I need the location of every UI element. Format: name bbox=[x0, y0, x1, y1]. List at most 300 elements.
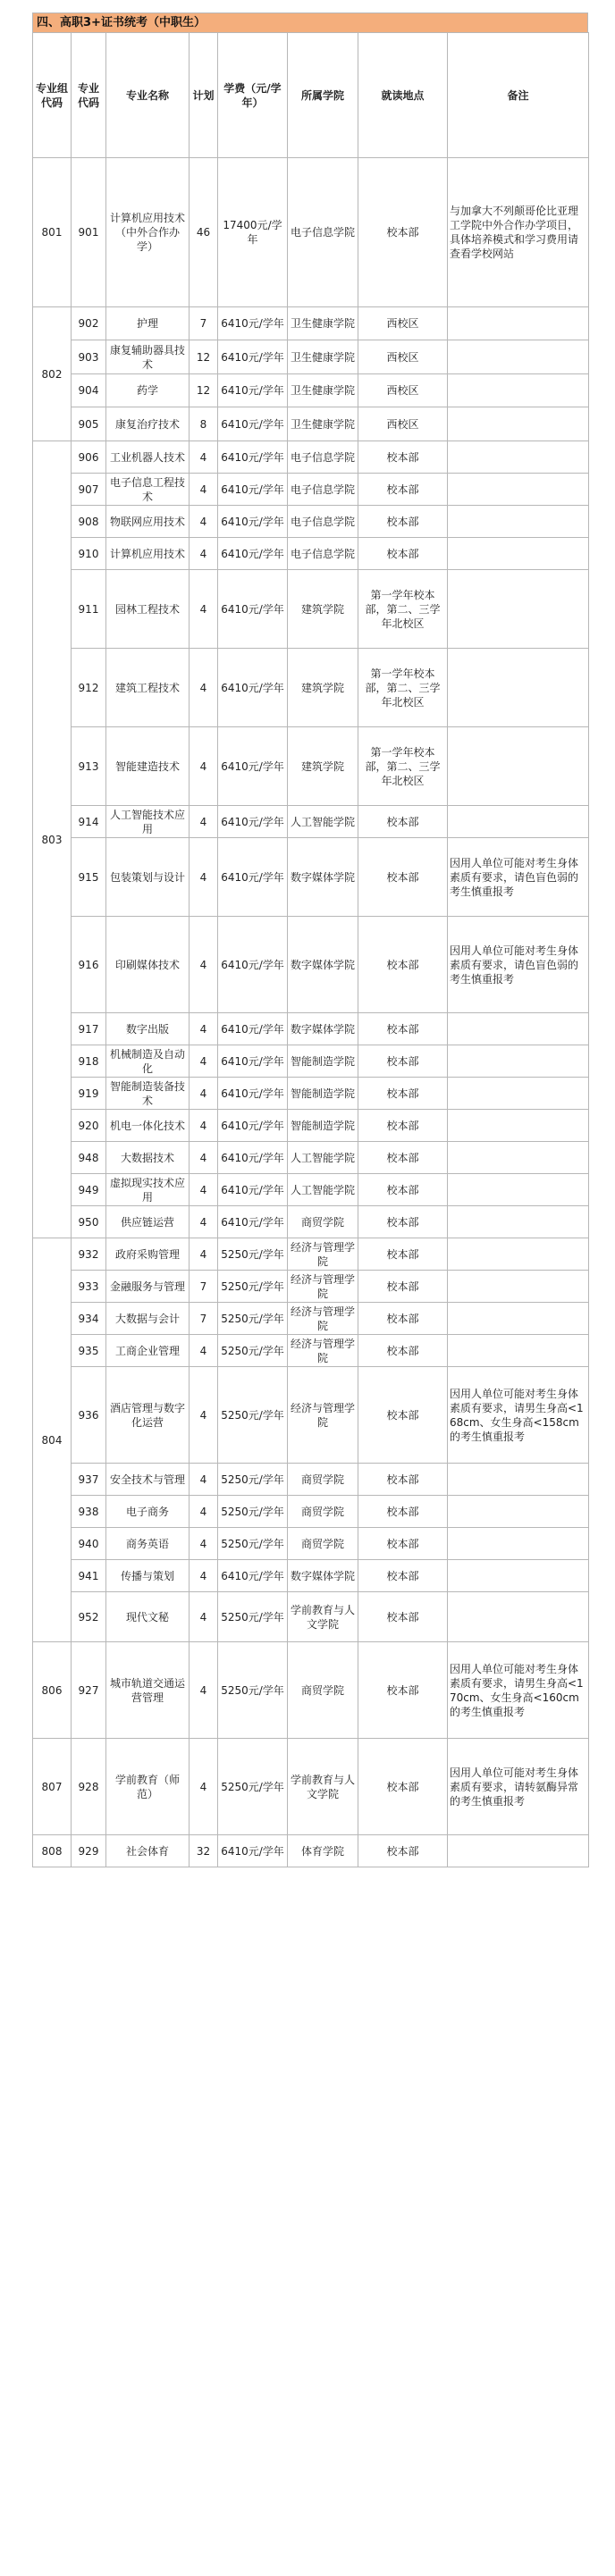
plan-cell: 4 bbox=[190, 474, 218, 506]
major-code-cell: 949 bbox=[72, 1174, 106, 1206]
fee-cell: 6410元/学年 bbox=[218, 1110, 288, 1142]
fee-cell: 5250元/学年 bbox=[218, 1739, 288, 1835]
major-code-cell: 928 bbox=[72, 1739, 106, 1835]
college-cell: 电子信息学院 bbox=[288, 441, 358, 474]
fee-cell: 5250元/学年 bbox=[218, 1496, 288, 1528]
plan-cell: 4 bbox=[190, 441, 218, 474]
note-cell bbox=[448, 1142, 589, 1174]
location-cell: 校本部 bbox=[358, 538, 448, 570]
table-row bbox=[33, 1142, 589, 1174]
college-cell: 经济与管理学院 bbox=[288, 1367, 358, 1464]
plan-cell: 4 bbox=[190, 1206, 218, 1238]
plan-cell: 4 bbox=[190, 1739, 218, 1835]
note-cell bbox=[448, 506, 589, 538]
college-cell: 卫生健康学院 bbox=[288, 307, 358, 340]
note-cell: 因用人单位可能对考生身体素质有要求，请色盲色弱的考生慎重报考 bbox=[448, 917, 589, 1013]
table-row bbox=[33, 1206, 589, 1238]
major-name-cell: 学前教育（师范） bbox=[106, 1739, 190, 1835]
major-name-cell: 电子商务 bbox=[106, 1496, 190, 1528]
plan-cell: 4 bbox=[190, 1110, 218, 1142]
major-code-cell: 905 bbox=[72, 407, 106, 441]
note-cell: 因用人单位可能对考生身体素质有要求，请男生身高<168cm、女生身高<158cm的考生慎重报考 bbox=[448, 1367, 589, 1464]
college-cell: 数字媒体学院 bbox=[288, 838, 358, 917]
location-cell: 校本部 bbox=[358, 1045, 448, 1078]
major-code-cell: 933 bbox=[72, 1271, 106, 1303]
note-cell bbox=[448, 1592, 589, 1642]
note-cell bbox=[448, 1496, 589, 1528]
group-code-cell: 803 bbox=[33, 441, 72, 1238]
plan-cell: 4 bbox=[190, 1238, 218, 1271]
major-name-cell: 酒店管理与数字化运营 bbox=[106, 1367, 190, 1464]
fee-cell: 6410元/学年 bbox=[218, 407, 288, 441]
major-name-cell: 大数据技术 bbox=[106, 1142, 190, 1174]
fee-cell: 6410元/学年 bbox=[218, 1013, 288, 1045]
header-group-code: 专业组代码 bbox=[33, 33, 72, 158]
college-cell: 电子信息学院 bbox=[288, 538, 358, 570]
page-container bbox=[32, 13, 588, 1867]
fee-cell: 6410元/学年 bbox=[218, 474, 288, 506]
header-plan: 计划 bbox=[190, 33, 218, 158]
fee-cell: 5250元/学年 bbox=[218, 1464, 288, 1496]
header-major-code: 专业代码 bbox=[72, 33, 106, 158]
plan-cell: 4 bbox=[190, 806, 218, 838]
major-code-cell: 952 bbox=[72, 1592, 106, 1642]
major-name-cell: 机电一体化技术 bbox=[106, 1110, 190, 1142]
location-cell: 校本部 bbox=[358, 1238, 448, 1271]
major-code-cell: 911 bbox=[72, 570, 106, 649]
plan-cell: 12 bbox=[190, 374, 218, 407]
plan-cell: 7 bbox=[190, 1271, 218, 1303]
major-name-cell: 物联网应用技术 bbox=[106, 506, 190, 538]
college-cell: 数字媒体学院 bbox=[288, 1560, 358, 1592]
note-cell bbox=[448, 1045, 589, 1078]
major-name-cell: 护理 bbox=[106, 307, 190, 340]
major-name-cell: 政府采购管理 bbox=[106, 1238, 190, 1271]
plan-cell: 8 bbox=[190, 407, 218, 441]
fee-cell: 6410元/学年 bbox=[218, 917, 288, 1013]
major-name-cell: 城市轨道交通运营管理 bbox=[106, 1642, 190, 1739]
note-cell bbox=[448, 1110, 589, 1142]
fee-cell: 6410元/学年 bbox=[218, 307, 288, 340]
fee-cell: 5250元/学年 bbox=[218, 1271, 288, 1303]
note-cell bbox=[448, 570, 589, 649]
note-cell bbox=[448, 1271, 589, 1303]
major-name-cell: 电子信息工程技术 bbox=[106, 474, 190, 506]
note-cell: 因用人单位可能对考生身体素质有要求，请转氨酶异常的考生慎重报考 bbox=[448, 1739, 589, 1835]
plan-cell: 4 bbox=[190, 1335, 218, 1367]
college-cell: 商贸学院 bbox=[288, 1528, 358, 1560]
college-cell: 商贸学院 bbox=[288, 1496, 358, 1528]
table-row bbox=[33, 917, 589, 1013]
major-name-cell: 工商企业管理 bbox=[106, 1335, 190, 1367]
major-name-cell: 金融服务与管理 bbox=[106, 1271, 190, 1303]
fee-cell: 6410元/学年 bbox=[218, 441, 288, 474]
major-name-cell: 建筑工程技术 bbox=[106, 649, 190, 727]
college-cell: 经济与管理学院 bbox=[288, 1238, 358, 1271]
location-cell: 校本部 bbox=[358, 1335, 448, 1367]
table-row bbox=[33, 1496, 589, 1528]
note-cell: 与加拿大不列颠哥伦比亚理工学院中外合作办学项目，具体培养模式和学习费用请查看学校网站 bbox=[448, 158, 589, 307]
table-row bbox=[33, 538, 589, 570]
plan-cell: 4 bbox=[190, 1464, 218, 1496]
college-cell: 电子信息学院 bbox=[288, 158, 358, 307]
table-row bbox=[33, 1560, 589, 1592]
note-cell: 因用人单位可能对考生身体素质有要求，请色盲色弱的考生慎重报考 bbox=[448, 838, 589, 917]
college-cell: 商贸学院 bbox=[288, 1464, 358, 1496]
table-row bbox=[33, 374, 589, 407]
major-code-cell: 935 bbox=[72, 1335, 106, 1367]
table-row bbox=[33, 1303, 589, 1335]
college-cell: 体育学院 bbox=[288, 1835, 358, 1867]
fee-cell: 6410元/学年 bbox=[218, 1142, 288, 1174]
fee-cell: 5250元/学年 bbox=[218, 1642, 288, 1739]
major-name-cell: 康复治疗技术 bbox=[106, 407, 190, 441]
major-code-cell: 936 bbox=[72, 1367, 106, 1464]
group-code-cell: 804 bbox=[33, 1238, 72, 1642]
table-row bbox=[33, 1271, 589, 1303]
table-body bbox=[33, 158, 589, 1867]
location-cell: 校本部 bbox=[358, 1110, 448, 1142]
note-cell bbox=[448, 1206, 589, 1238]
location-cell: 校本部 bbox=[358, 1835, 448, 1867]
college-cell: 经济与管理学院 bbox=[288, 1335, 358, 1367]
table-row bbox=[33, 1174, 589, 1206]
college-cell: 商贸学院 bbox=[288, 1206, 358, 1238]
note-cell bbox=[448, 649, 589, 727]
header-row bbox=[33, 33, 589, 158]
plan-cell: 4 bbox=[190, 917, 218, 1013]
table-row bbox=[33, 1110, 589, 1142]
location-cell: 校本部 bbox=[358, 1528, 448, 1560]
major-code-cell: 912 bbox=[72, 649, 106, 727]
location-cell: 校本部 bbox=[358, 158, 448, 307]
major-code-cell: 917 bbox=[72, 1013, 106, 1045]
college-cell: 数字媒体学院 bbox=[288, 1013, 358, 1045]
table-row bbox=[33, 1642, 589, 1739]
plan-cell: 4 bbox=[190, 1560, 218, 1592]
fee-cell: 6410元/学年 bbox=[218, 1560, 288, 1592]
major-name-cell: 现代文秘 bbox=[106, 1592, 190, 1642]
location-cell: 校本部 bbox=[358, 917, 448, 1013]
major-name-cell: 包装策划与设计 bbox=[106, 838, 190, 917]
table-row bbox=[33, 1078, 589, 1110]
header-fee: 学费（元/学年） bbox=[218, 33, 288, 158]
location-cell: 西校区 bbox=[358, 307, 448, 340]
college-cell: 人工智能学院 bbox=[288, 1174, 358, 1206]
plan-cell: 4 bbox=[190, 506, 218, 538]
fee-cell: 6410元/学年 bbox=[218, 506, 288, 538]
fee-cell: 5250元/学年 bbox=[218, 1528, 288, 1560]
plan-cell: 32 bbox=[190, 1835, 218, 1867]
plan-cell: 4 bbox=[190, 649, 218, 727]
group-code-cell: 806 bbox=[33, 1642, 72, 1739]
major-name-cell: 智能建造技术 bbox=[106, 727, 190, 806]
major-name-cell: 供应链运营 bbox=[106, 1206, 190, 1238]
college-cell: 商贸学院 bbox=[288, 1642, 358, 1739]
table-row bbox=[33, 1013, 589, 1045]
fee-cell: 6410元/学年 bbox=[218, 838, 288, 917]
location-cell: 校本部 bbox=[358, 441, 448, 474]
table-row bbox=[33, 441, 589, 474]
college-cell: 电子信息学院 bbox=[288, 506, 358, 538]
major-code-cell: 910 bbox=[72, 538, 106, 570]
fee-cell: 5250元/学年 bbox=[218, 1335, 288, 1367]
major-code-cell: 929 bbox=[72, 1835, 106, 1867]
major-code-cell: 940 bbox=[72, 1528, 106, 1560]
table-row bbox=[33, 570, 589, 649]
major-code-cell: 913 bbox=[72, 727, 106, 806]
note-cell bbox=[448, 806, 589, 838]
location-cell: 第一学年校本部，第二、三学年北校区 bbox=[358, 727, 448, 806]
group-code-cell: 801 bbox=[33, 158, 72, 307]
location-cell: 校本部 bbox=[358, 806, 448, 838]
note-cell bbox=[448, 407, 589, 441]
table-row bbox=[33, 307, 589, 340]
group-code-cell: 802 bbox=[33, 307, 72, 441]
major-code-cell: 903 bbox=[72, 340, 106, 374]
fee-cell: 17400元/学年 bbox=[218, 158, 288, 307]
note-cell bbox=[448, 1013, 589, 1045]
college-cell: 人工智能学院 bbox=[288, 1142, 358, 1174]
college-cell: 学前教育与人文学院 bbox=[288, 1739, 358, 1835]
college-cell: 建筑学院 bbox=[288, 727, 358, 806]
fee-cell: 6410元/学年 bbox=[218, 1174, 288, 1206]
major-code-cell: 948 bbox=[72, 1142, 106, 1174]
major-code-cell: 902 bbox=[72, 307, 106, 340]
plan-cell: 7 bbox=[190, 1303, 218, 1335]
college-cell: 卫生健康学院 bbox=[288, 407, 358, 441]
fee-cell: 6410元/学年 bbox=[218, 340, 288, 374]
major-code-cell: 916 bbox=[72, 917, 106, 1013]
plan-cell: 4 bbox=[190, 538, 218, 570]
major-name-cell: 大数据与会计 bbox=[106, 1303, 190, 1335]
plan-cell: 4 bbox=[190, 1642, 218, 1739]
table-row bbox=[33, 649, 589, 727]
major-name-cell: 传播与策划 bbox=[106, 1560, 190, 1592]
fee-cell: 6410元/学年 bbox=[218, 1206, 288, 1238]
header-note: 备注 bbox=[448, 33, 589, 158]
location-cell: 校本部 bbox=[358, 1271, 448, 1303]
major-code-cell: 938 bbox=[72, 1496, 106, 1528]
location-cell: 校本部 bbox=[358, 1592, 448, 1642]
admission-plan-table bbox=[32, 32, 589, 1867]
note-cell bbox=[448, 1078, 589, 1110]
location-cell: 校本部 bbox=[358, 506, 448, 538]
fee-cell: 6410元/学年 bbox=[218, 538, 288, 570]
location-cell: 校本部 bbox=[358, 1739, 448, 1835]
major-name-cell: 商务英语 bbox=[106, 1528, 190, 1560]
college-cell: 智能制造学院 bbox=[288, 1110, 358, 1142]
plan-cell: 4 bbox=[190, 1045, 218, 1078]
major-name-cell: 印刷媒体技术 bbox=[106, 917, 190, 1013]
major-name-cell: 智能制造装备技术 bbox=[106, 1078, 190, 1110]
college-cell: 学前教育与人文学院 bbox=[288, 1592, 358, 1642]
note-cell bbox=[448, 1238, 589, 1271]
college-cell: 智能制造学院 bbox=[288, 1078, 358, 1110]
note-cell: 因用人单位可能对考生身体素质有要求，请男生身高<170cm、女生身高<160cm的考生慎重报考 bbox=[448, 1642, 589, 1739]
location-cell: 校本部 bbox=[358, 1174, 448, 1206]
plan-cell: 4 bbox=[190, 570, 218, 649]
note-cell bbox=[448, 1464, 589, 1496]
major-name-cell: 计算机应用技术 bbox=[106, 538, 190, 570]
fee-cell: 6410元/学年 bbox=[218, 570, 288, 649]
header-college: 所属学院 bbox=[288, 33, 358, 158]
major-name-cell: 虚拟现实技术应用 bbox=[106, 1174, 190, 1206]
table-row bbox=[33, 506, 589, 538]
location-cell: 西校区 bbox=[358, 407, 448, 441]
note-cell bbox=[448, 1528, 589, 1560]
table-row bbox=[33, 1835, 589, 1867]
plan-cell: 4 bbox=[190, 1496, 218, 1528]
major-code-cell: 950 bbox=[72, 1206, 106, 1238]
college-cell: 经济与管理学院 bbox=[288, 1303, 358, 1335]
major-name-cell: 计算机应用技术（中外合作办学） bbox=[106, 158, 190, 307]
plan-cell: 4 bbox=[190, 1013, 218, 1045]
major-code-cell: 932 bbox=[72, 1238, 106, 1271]
college-cell: 卫生健康学院 bbox=[288, 340, 358, 374]
table-row bbox=[33, 474, 589, 506]
college-cell: 卫生健康学院 bbox=[288, 374, 358, 407]
plan-cell: 4 bbox=[190, 1367, 218, 1464]
plan-cell: 12 bbox=[190, 340, 218, 374]
table-row bbox=[33, 1367, 589, 1464]
college-cell: 数字媒体学院 bbox=[288, 917, 358, 1013]
fee-cell: 6410元/学年 bbox=[218, 374, 288, 407]
major-name-cell: 人工智能技术应用 bbox=[106, 806, 190, 838]
table-row bbox=[33, 1464, 589, 1496]
location-cell: 校本部 bbox=[358, 1464, 448, 1496]
location-cell: 校本部 bbox=[358, 1303, 448, 1335]
note-cell bbox=[448, 1560, 589, 1592]
college-cell: 建筑学院 bbox=[288, 649, 358, 727]
plan-cell: 46 bbox=[190, 158, 218, 307]
location-cell: 校本部 bbox=[358, 474, 448, 506]
table-row bbox=[33, 806, 589, 838]
note-cell bbox=[448, 340, 589, 374]
section-title: 四、高职3+证书统考（中职生） bbox=[32, 13, 588, 32]
plan-cell: 4 bbox=[190, 1592, 218, 1642]
table-row bbox=[33, 1739, 589, 1835]
major-code-cell: 906 bbox=[72, 441, 106, 474]
major-name-cell: 数字出版 bbox=[106, 1013, 190, 1045]
major-code-cell: 937 bbox=[72, 1464, 106, 1496]
major-code-cell: 915 bbox=[72, 838, 106, 917]
major-code-cell: 901 bbox=[72, 158, 106, 307]
plan-cell: 4 bbox=[190, 1528, 218, 1560]
major-name-cell: 机械制造及自动化 bbox=[106, 1045, 190, 1078]
group-code-cell: 807 bbox=[33, 1739, 72, 1835]
location-cell: 校本部 bbox=[358, 1013, 448, 1045]
major-code-cell: 934 bbox=[72, 1303, 106, 1335]
table-row bbox=[33, 340, 589, 374]
table-row bbox=[33, 407, 589, 441]
location-cell: 校本部 bbox=[358, 1496, 448, 1528]
major-code-cell: 920 bbox=[72, 1110, 106, 1142]
note-cell bbox=[448, 538, 589, 570]
location-cell: 校本部 bbox=[358, 1367, 448, 1464]
location-cell: 西校区 bbox=[358, 340, 448, 374]
location-cell: 校本部 bbox=[358, 1560, 448, 1592]
major-name-cell: 安全技术与管理 bbox=[106, 1464, 190, 1496]
table-row bbox=[33, 1592, 589, 1642]
location-cell: 校本部 bbox=[358, 838, 448, 917]
major-name-cell: 园林工程技术 bbox=[106, 570, 190, 649]
major-code-cell: 908 bbox=[72, 506, 106, 538]
major-code-cell: 914 bbox=[72, 806, 106, 838]
plan-cell: 4 bbox=[190, 1078, 218, 1110]
location-cell: 西校区 bbox=[358, 374, 448, 407]
note-cell bbox=[448, 1174, 589, 1206]
major-name-cell: 药学 bbox=[106, 374, 190, 407]
header-location: 就读地点 bbox=[358, 33, 448, 158]
table-row bbox=[33, 838, 589, 917]
major-code-cell: 927 bbox=[72, 1642, 106, 1739]
major-code-cell: 941 bbox=[72, 1560, 106, 1592]
note-cell bbox=[448, 1335, 589, 1367]
note-cell bbox=[448, 307, 589, 340]
college-cell: 电子信息学院 bbox=[288, 474, 358, 506]
fee-cell: 5250元/学年 bbox=[218, 1303, 288, 1335]
fee-cell: 6410元/学年 bbox=[218, 649, 288, 727]
location-cell: 校本部 bbox=[358, 1642, 448, 1739]
fee-cell: 6410元/学年 bbox=[218, 1078, 288, 1110]
plan-cell: 4 bbox=[190, 838, 218, 917]
fee-cell: 5250元/学年 bbox=[218, 1238, 288, 1271]
plan-cell: 4 bbox=[190, 727, 218, 806]
table-row bbox=[33, 727, 589, 806]
table-row bbox=[33, 1238, 589, 1271]
table-row bbox=[33, 158, 589, 307]
fee-cell: 6410元/学年 bbox=[218, 727, 288, 806]
fee-cell: 6410元/学年 bbox=[218, 1835, 288, 1867]
location-cell: 第一学年校本部，第二、三学年北校区 bbox=[358, 649, 448, 727]
location-cell: 校本部 bbox=[358, 1142, 448, 1174]
location-cell: 校本部 bbox=[358, 1206, 448, 1238]
location-cell: 第一学年校本部，第二、三学年北校区 bbox=[358, 570, 448, 649]
major-name-cell: 社会体育 bbox=[106, 1835, 190, 1867]
major-name-cell: 工业机器人技术 bbox=[106, 441, 190, 474]
table-row bbox=[33, 1335, 589, 1367]
note-cell bbox=[448, 1835, 589, 1867]
college-cell: 建筑学院 bbox=[288, 570, 358, 649]
plan-cell: 7 bbox=[190, 307, 218, 340]
major-code-cell: 904 bbox=[72, 374, 106, 407]
major-code-cell: 919 bbox=[72, 1078, 106, 1110]
plan-cell: 4 bbox=[190, 1142, 218, 1174]
major-code-cell: 918 bbox=[72, 1045, 106, 1078]
note-cell bbox=[448, 727, 589, 806]
note-cell bbox=[448, 1303, 589, 1335]
fee-cell: 5250元/学年 bbox=[218, 1367, 288, 1464]
note-cell bbox=[448, 441, 589, 474]
fee-cell: 5250元/学年 bbox=[218, 1592, 288, 1642]
college-cell: 经济与管理学院 bbox=[288, 1271, 358, 1303]
group-code-cell: 808 bbox=[33, 1835, 72, 1867]
note-cell bbox=[448, 474, 589, 506]
college-cell: 智能制造学院 bbox=[288, 1045, 358, 1078]
fee-cell: 6410元/学年 bbox=[218, 806, 288, 838]
major-code-cell: 907 bbox=[72, 474, 106, 506]
table-row bbox=[33, 1045, 589, 1078]
table-row bbox=[33, 1528, 589, 1560]
fee-cell: 6410元/学年 bbox=[218, 1045, 288, 1078]
college-cell: 人工智能学院 bbox=[288, 806, 358, 838]
note-cell bbox=[448, 374, 589, 407]
header-major-name: 专业名称 bbox=[106, 33, 190, 158]
location-cell: 校本部 bbox=[358, 1078, 448, 1110]
plan-cell: 4 bbox=[190, 1174, 218, 1206]
major-name-cell: 康复辅助器具技术 bbox=[106, 340, 190, 374]
